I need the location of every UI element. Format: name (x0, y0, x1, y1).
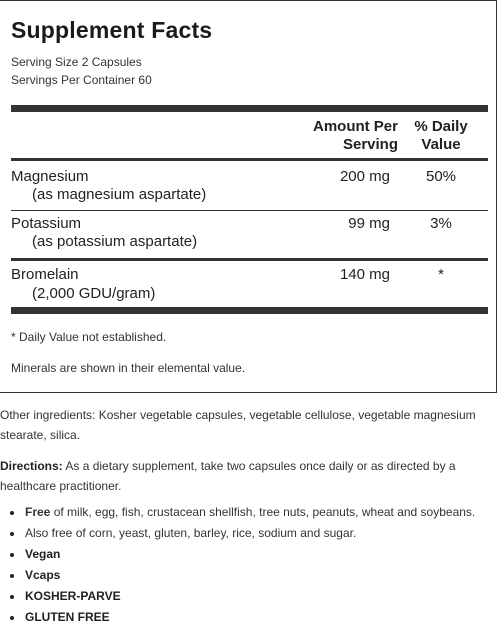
list-item: GLUTEN FREE (0, 607, 475, 628)
nutrient-name: Bromelain (11, 266, 79, 283)
thick-divider-top (11, 105, 488, 112)
directions-label: Directions: (0, 459, 63, 473)
directions (0, 456, 490, 496)
nutrient-amount: 200 mg (339, 168, 390, 185)
thick-divider-bottom (11, 307, 488, 314)
amount-per-serving-header (298, 118, 398, 154)
list-item: Vegan (0, 544, 475, 565)
nutrient-daily-value: * (438, 266, 444, 283)
list-item: KOSHER-PARVE (0, 586, 475, 607)
free-label: Free (25, 505, 51, 519)
nutrient-source: (2,000 GDU/gram) (32, 285, 156, 302)
other-ingredients: Other ingredients: Kosher vegetable capsules, vegetable cellulose, vegetable magnesium stearate, silica. (0, 408, 476, 442)
nutrient-amount: 99 mg (348, 215, 390, 232)
dv-header-line2: Value (421, 136, 461, 153)
nutrient-name: Magnesium (11, 168, 89, 185)
amount-header-line2: Serving (342, 136, 398, 153)
medium-divider (11, 258, 488, 261)
dv-header-line1: % Daily (414, 118, 468, 135)
daily-value-footnote: * Daily Value not established. (11, 330, 167, 344)
list-item: Also free of corn, yeast, gluten, barley, rice, sodium and sugar. (0, 523, 475, 544)
amount-header-line1: Amount Per (312, 118, 398, 135)
list-item: Vcaps (0, 565, 475, 586)
nutrient-name: Potassium (11, 215, 82, 232)
nutrient-amount: 140 mg (339, 266, 390, 283)
free-text: of milk, egg, fish, crustacean shellfish, tree nuts, peanuts, wheat and soybeans. (50, 505, 476, 519)
minerals-note: Minerals are shown in their elemental value. (11, 361, 246, 375)
daily-value-header (406, 118, 476, 154)
facts-title: Supplement Facts (11, 17, 213, 43)
row-divider (11, 210, 488, 211)
nutrient-daily-value: 50% (425, 168, 457, 185)
list-item (0, 502, 475, 523)
feature-list (0, 502, 475, 628)
nutrient-daily-value: 3% (430, 215, 452, 232)
medium-divider (11, 158, 488, 161)
directions-text: As a dietary supplement, take two capsules once daily or as directed by a healthcare practitioner. (0, 459, 456, 493)
nutrient-source: (as magnesium aspartate) (32, 186, 207, 203)
nutrient-source: (as potassium aspartate) (32, 233, 198, 250)
serving-size: Serving Size 2 Capsules (11, 55, 142, 69)
servings-per-container: Servings Per Container 60 (11, 73, 152, 87)
